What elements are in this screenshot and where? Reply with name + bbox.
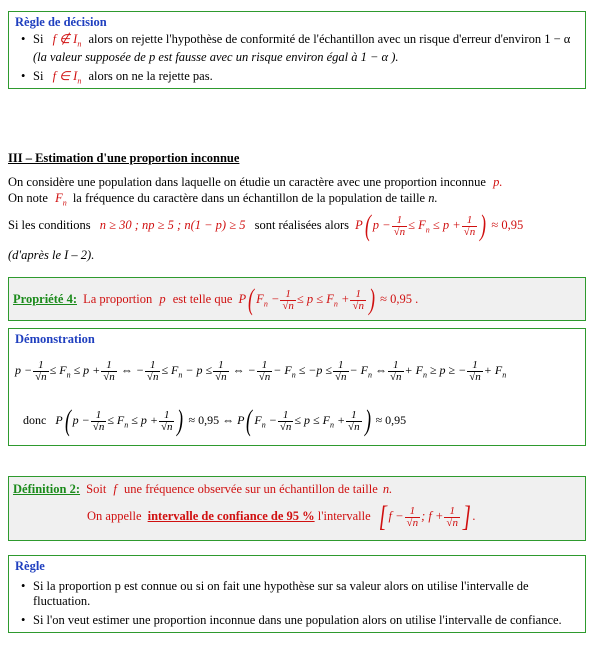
- decision-rule-bullet-1: • Si f ∉ $I_n$ alors on rejette l'hypothèse de conformité de l'échantillon avec un risque d'erreur d'environ 1 − α: [21, 32, 571, 49]
- decision-rule-bullet-1-cont: (la valeur supposée de p est fausse avec un risque environ égal à 1 − α ).: [33, 50, 399, 64]
- property-formula: P( $F_n$ − $\frac{1}{√n}$ ≤ $p \le F_n$ + $\frac{1}{√n}$ ): [238, 283, 376, 317]
- property-label: Propriété 4:: [13, 292, 77, 306]
- rule-box: [8, 555, 586, 633]
- rule-bullet-1-cont: fluctuation.: [33, 594, 91, 608]
- section-reference: (d'après le I – 2).: [8, 248, 95, 262]
- demonstration-box: [8, 328, 586, 446]
- confidence-interval-formula: [ f − $\frac{1}{√n}$ ; f + $\frac{1}{√n}$ ] .: [378, 500, 476, 534]
- section-paragraph-1: On considère une population dans laquelle on étudie un caractère avec une proportion inconnue p.: [8, 175, 503, 189]
- conditions-probability: P( p − $\frac{1}{√n}$ ≤ $F_n \le p$ + $\frac{1}{√n}$ ): [355, 209, 487, 243]
- definition-label: Définition 2:: [13, 482, 81, 496]
- confidence-interval-term: intervalle de confiance de 95 %: [147, 509, 315, 523]
- rule-bullet-2: • Si l'on veut estimer une proportion inconnue dans une population alors on utilise l'intervalle de confiance.: [21, 613, 562, 627]
- rule-bullet-1: • Si la proportion p est connue ou si on fait une hypothèse sur sa valeur alors on utilise l'intervalle de: [21, 579, 529, 593]
- section-paragraph-2: On note $F_n$ la fréquence du caractère dans un échantillon de la population de taille n.: [8, 191, 438, 208]
- property-box: Propriété 4: La proportion p est telle que P( $F_n$ − $\frac{1}{√n}$ ≤ $p \le F_n$ + $\frac{1}{√n}$ ) ≈ 0,95 .: [8, 277, 586, 321]
- demonstration-conclusion: donc P( p − $\frac{1}{√n}$ ≤ $F_n \le p$ + $\frac{1}{√n}$ ) ≈ 0,95 ⇔ P( $F_n$ − $\frac{1}{√n}$ ≤ $p \le F_n$ + $\frac{1}{√n}$ ) ≈ 0,95: [23, 404, 407, 438]
- definition-box: Définition 2: Soit f une fréquence observée sur un échantillon de taille n. On appelle intervalle de confiance de 95 % l'intervalle [ f − $\frac{1}{√n}$ ; f + $\frac{1}{√n}$ ] .: [8, 476, 586, 541]
- rule-title: Règle: [15, 559, 45, 573]
- section-title: III – Estimation d'une proportion inconnue: [8, 151, 240, 165]
- decision-rule-title: Règle de décision: [15, 15, 107, 29]
- decision-rule-bullet-2: • Si f ∈ $I_n$ alors on ne la rejette pas.: [21, 69, 213, 86]
- section-conditions: Si les conditions n ≥ 30 ; np ≥ 5 ; n(1 − p) ≥ 5 sont réalisées alors P( p − $\frac{1}{√n}$ ≤ $F_n \le p$ + $\frac{1}{√n}$ ) ≈ 0,95: [8, 209, 524, 243]
- decision-rule-box: [8, 11, 586, 89]
- demonstration-title: Démonstration: [15, 332, 95, 346]
- demonstration-equivalences: p − $\frac{1}{√n}$ ≤ $F_n \le p$ + $\frac{1}{√n}$ ⇔ − $\frac{1}{√n}$ ≤ $F_n - p$ ≤ $\frac{1}{√n}$ ⇔ − $\frac{1}{√n}$ − $F_n \le -p$ ≤ $\frac{1}{√n}$ − $F_n$ ⇔ $\frac{1}{√n}$ + $F_n \ge p$ ≥ − $\frac{1}{√n}$ + $F_n$: [15, 358, 507, 383]
